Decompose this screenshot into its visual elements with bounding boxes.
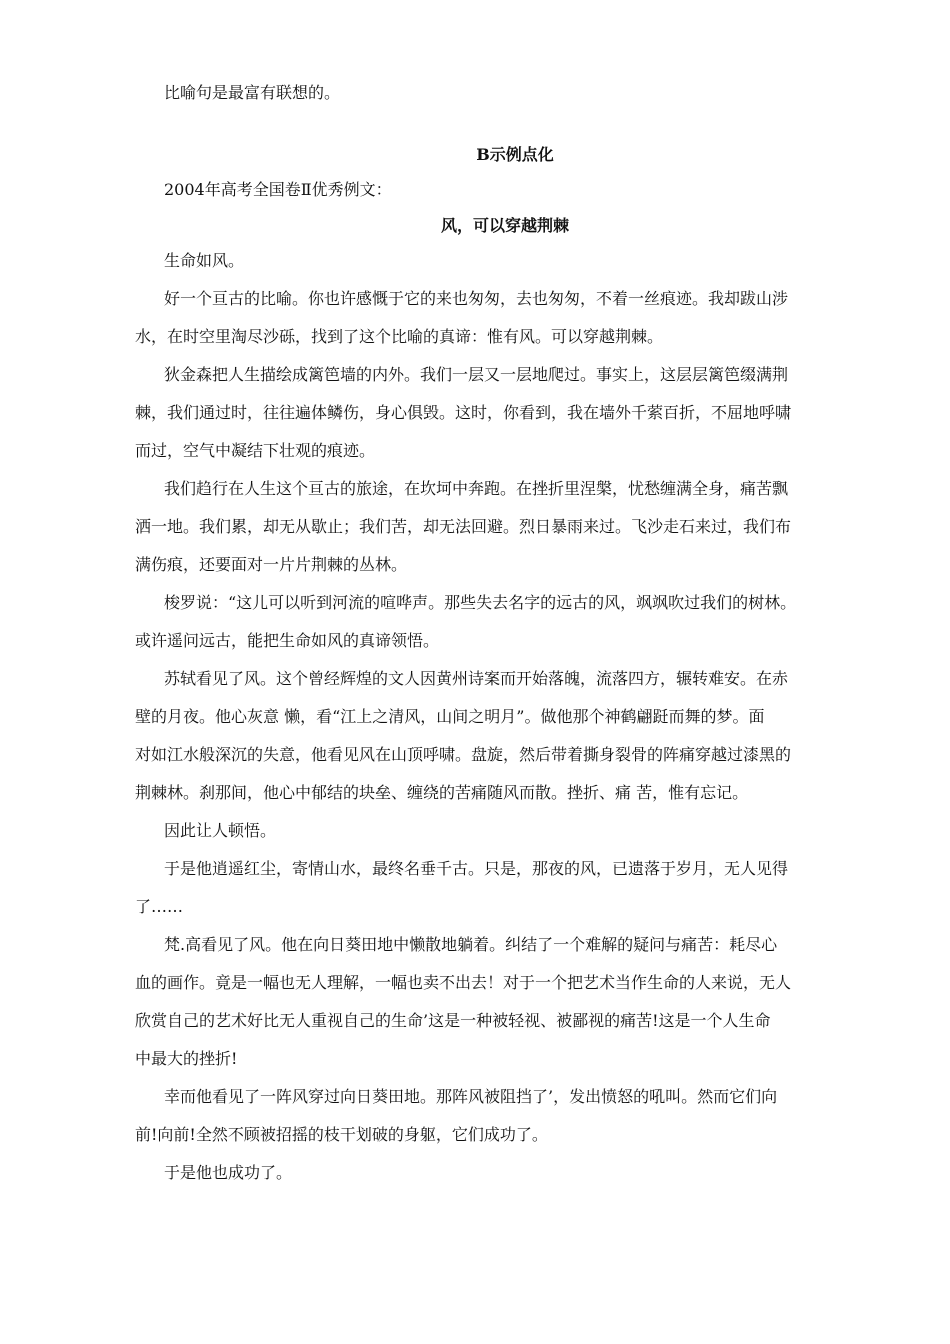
intro-line: 比喻句是最富有联想的。 [164,83,341,102]
paragraph-line: 中最大的挫折! [135,1049,238,1068]
paragraph-line: 我们趋行在人生这个亘古的旅途，在坎坷中奔跑。在挫折里涅槃，忧愁缠满全身，痛苦飘 [164,479,789,498]
paragraph-line: 壁的月夜。他心灰意 懒，看“江上之清风，山间之明月”。做他那个神鹤翩跹而舞的梦。面 [135,707,765,726]
paragraph-line: 血的画作。竟是一幅也无人理解，一幅也卖不出去！对于一个把艺术当作生命的人来说，无人 [135,973,792,992]
essay-title: 风，可以穿越荆棘 [440,216,569,235]
source-label: 2004年高考全国卷Ⅱ优秀例文： [164,180,392,199]
paragraph-line: 因此让人顿悟。 [164,821,277,840]
paragraph-line: 好一个亘古的比喻。你也许感慨于它的来也匆匆，去也匆匆，不着一丝痕迹。我却跋山涉 [164,289,789,308]
paragraph-line: 梭罗说：“这儿可以听到河流的喧哗声。那些失去名字的远古的风，飒飒吹过我们的树林。 [164,593,797,612]
paragraph-line: 狄金森把人生描绘成篱笆墙的内外。我们一层又一层地爬过。事实上，这层层篱笆缀满荆 [164,365,789,384]
paragraph-line: 于是他逍遥红尘，寄情山水，最终名垂千古。只是，那夜的风，已遗落于岁月，无人见得 [164,859,789,878]
paragraph-line: 满伤痕，还要面对一片片荆棘的丛林。 [135,555,408,574]
paragraph-line: 或许遥问远古，能把生命如风的真谛领悟。 [135,631,440,650]
paragraph-line: 洒一地。我们累，却无从歇止；我们苦，却无法回避。烈日暴雨来过。飞沙走石来过，我们布 [135,517,792,536]
paragraph-line: 苏轼看见了风。这个曾经辉煌的文人因黄州诗案而开始落魄，流落四方，辗转难安。在赤 [164,669,789,688]
paragraph-line: 棘，我们通过时，往往遍体鳞伤，身心俱毁。这时，你看到，我在墙外千萦百折，不屈地呼啸 [135,403,792,422]
paragraph-line: 荆棘林。刹那间，他心中郁结的块垒、缠绕的苦痛随风而散。挫折、痛 苦，惟有忘记。 [135,783,749,802]
paragraph-line: 前!向前!全然不顾被招摇的枝干划破的身躯，它们成功了。 [135,1125,548,1144]
section-heading: B示例点化 [476,145,554,164]
paragraph-line: 水，在时空里淘尽沙砾，找到了这个比喻的真谛：惟有风。可以穿越荆棘。 [135,327,664,346]
paragraph-line: 幸而他看见了一阵风穿过向日葵田地。那阵风被阻挡了’，发出愤怒的吼叫。然而它们向 [164,1087,778,1106]
paragraph-line: 生命如风。 [164,251,245,270]
paragraph-line: 梵.高看见了风。他在向日葵田地中懒散地躺着。纠结了一个难解的疑问与痛苦：耗尽心 [164,935,778,954]
paragraph-line: 而过，空气中凝结下壮观的痕迹。 [135,441,376,460]
paragraph-line: 了…… [135,897,184,916]
paragraph-line: 欣赏自己的艺术好比无人重视自己的生命’这是一种被轻视、被鄙视的痛苦!这是一个人生命 [135,1011,771,1030]
paragraph-line: 对如江水般深沉的失意，他看见风在山顶呼啸。盘旋，然后带着撕身裂骨的阵痛穿越过漆黑的 [135,745,792,764]
paragraph-line: 于是他也成功了。 [164,1163,293,1182]
